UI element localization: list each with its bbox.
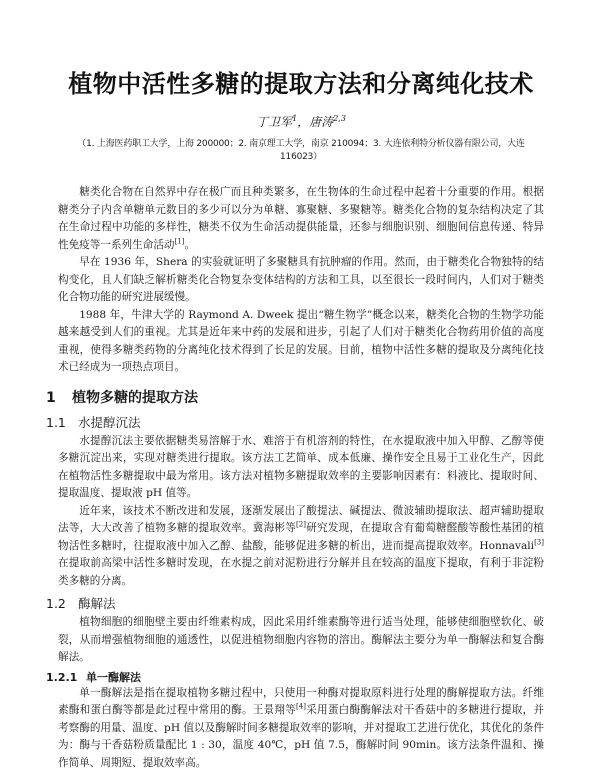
author-affil-mark: 2,3 [333,114,346,123]
author-separator: ， [297,115,309,129]
body-paragraph: 1988 年，牛津大学的 Raymond A. Dweek 提出“糖生物学”概念以来，糖类化合物的生物学功能越来越受到人们的重视。尤其是近年来中药的发展和进步，引起了人们对于糖类化合物药用价值的高度重视，使得多糖类药物的分离纯化技术得到了长足的发展。目前，植物中活性多糖的提取及分离纯化技术已经成为一项热点项目。 [58,307,544,377]
author-affil-mark: 1 [292,114,297,123]
author-name: 丁卫军 [256,115,292,129]
section-heading: 1 植物多糖的提取方法 [46,387,544,407]
author-line [58,113,544,130]
affiliation: （1. 上海医药职工大学，上海 200000；2. 南京理工大学，南京 210094；3. 大连依利特分析仪器有限公司，大连 116023） [58,136,544,162]
body-paragraph: 水提醇沉法主要依据糖类易溶解于水、难溶于有机溶剂的特性，在水提取液中加入甲醇、乙醇等使多糖沉淀出来，实现对糖类进行提取。该方法工艺简单、成本低廉、操作安全且易于工业化生产，因此在植物活性多糖提取中最为常用。该方法对植物多糖提取效率的主要影响因素有：料液比、提取时间、提取温度、提取液 pH 值等。 [58,433,544,503]
author-name: 唐涛 [309,115,333,129]
paper-title: 植物中活性多糖的提取方法和分离纯化技术 [58,64,544,99]
subsection-heading: 1.1 水提醇沉法 [46,413,544,431]
body-paragraph: 单一酶解法是指在提取植物多糖过程中，只使用一种酶对提取原料进行处理的酶解提取方法。纤维素酶和蛋白酶等都是此过程中常用的酶。王景翔等[4]采用蛋白酶酶解法对干香菇中的多糖进行提取，并考察酶的用量、温度、pH 值以及酶解时间多糖提取效率的影响，并对提取工艺进行优化，其优化的条件为：酶与干香菇粉质量配比 1 : 30，温度 40℃，pH 值 7.5，酶解时间 90min。该方法条件温和、操作简单、周期短、提取效率高。 [58,685,544,772]
subsubsection-heading: 1.2.1 单一酶解法 [46,669,544,685]
body-paragraph: 早在 1936 年，Shera 的实验就证明了多聚糖具有抗肿瘤的作用。然而，由于糖类化合物独特的结构变化，且人们缺乏解析糖类化合物复杂变体结构的方法和工具，以至很长一段时间内，人们对于糖类化合物功能的研究进展缓慢。 [58,254,544,307]
subsection-heading: 1.2 酶解法 [46,594,544,612]
body-paragraph: 植物细胞的细胞壁主要由纤维素构成，因此采用纤维素酶等进行适当处理，能够使细胞壁软化、破裂，从而增强植物细胞的通透性，以促进植物细胞内容物的溶出。酶解法主要分为单一酶解法和复合酶解法。 [58,614,544,667]
body-paragraph: 糖类化合物在自然界中存在极广而且种类繁多，在生物体的生命过程中起着十分重要的作用。根据糖类分子内含单糖单元数目的多少可以分为单糖、寡聚糖、多聚糖等。糖类化合物的复杂结构决定了其在生命过程中功能的多样性，糖类不仅为生命活动提供能量，还参与细胞识别、细胞间信息传递、特异性免疫等一系列生命活动[1]。 [58,184,544,254]
body-paragraph: 近年来，该技术不断改进和发展，逐渐发展出了酸提法、碱提法、微波辅助提取法、超声辅助提取法等，大大改善了植物多糖的提取效率。冀海彬等[2]研究发现，在提取含有葡萄糖醛酸等酸性基团的植物活性多糖时，往提取液中加入乙醇、盐酸，能够促进多糖的析出，进而提高提取效率。Honnavali[3]在提取前高梁中活性多糖时发现，在水提之前对泥粉进行分解并且在较高的温度下提取，有利于非淀粉类多糖的分离。 [58,503,544,591]
